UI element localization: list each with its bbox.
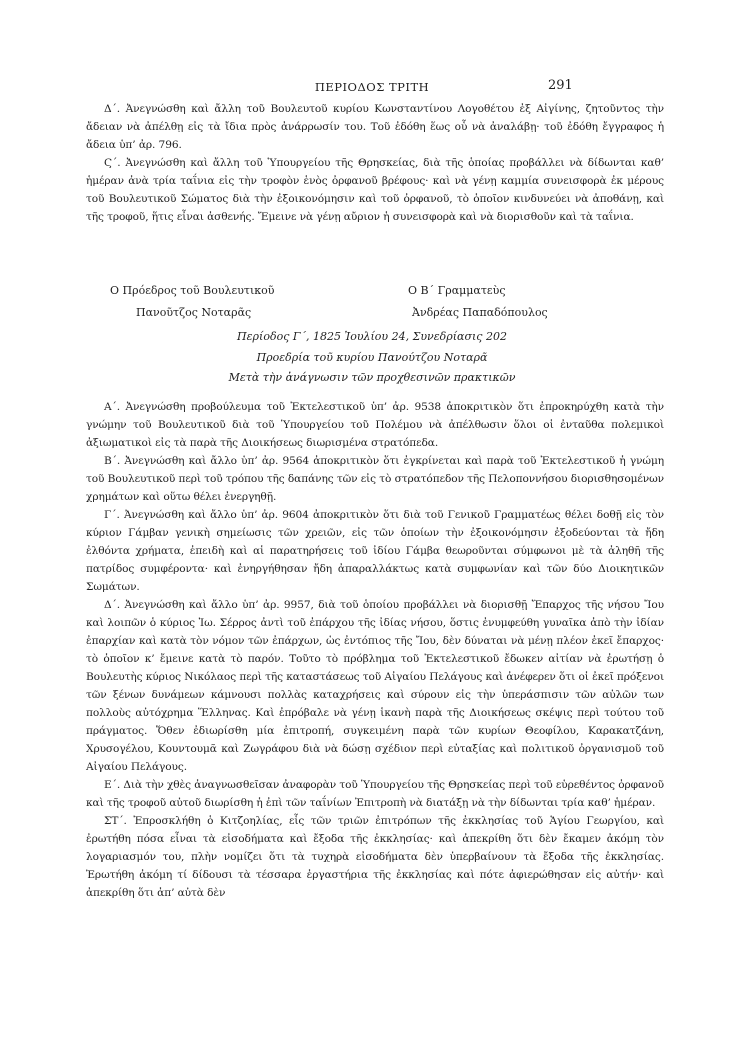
signature-president bbox=[110, 280, 275, 324]
president-name: Πανοῦτζος Νοταρᾶς bbox=[136, 306, 252, 319]
paragraph-stigma-2: ΣΤ΄. Ἐπροσκλήθη ὁ Κιτζοηλίας, εἷς τῶν τριῶν ἐπιτρόπων τῆς ἐκκλησίας τοῦ Ἁγίου Γεωργίου, καὶ ἐρωτήθη πόσα εἶναι τὰ εἰσοδήματα καὶ ἔξοδα τῆς ἐκκλησίας· καὶ ἀπεκρίθη ὅτι δὲν ἔκαμεν ἀκόμη τὸν λογαριασμόν του, πλὴν νομίζει ὅτι τὰ τυχηρὰ εἰσοδήματα δὲν ὑπερβαίνουν τὰ ἔξοδα τῆς ἐκκλησίας. Ἐρωτήθη ἀκόμη τί δίδουσι τὰ τέσσαρα ἐργαστήρια τῆς ἐκκλησίας καὶ πότε ἀφιερώθησαν εἰς αὐτήν· καὶ ἀπεκρίθη ὅτι ἀπ’ αὐτὰ δὲν bbox=[86, 815, 664, 899]
session-preamble: Μετὰ τὴν ἀνάγνωσιν τῶν προχθεσινῶν πρακτικῶν bbox=[228, 371, 516, 384]
president-role: Ο Πρόεδρος τοῦ Βουλευτικοῦ bbox=[110, 284, 275, 297]
paragraph-delta: Δ΄. Ἀνεγνώσθη καὶ ἄλλη τοῦ Βουλευτοῦ κυρίου Κωνσταντίνου Λογοθέτου ἐξ Αἰγίνης, ζητοῦντος τὴν ἄδειαν νὰ ἀπέλθῃ εἰς τὰ ἴδια πρὸς ἀνάρρωσίν του. Τοῦ ἐδόθη ἕως οὗ νὰ ἀναλάβῃ· τοῦ ἐδόθη ἔγγραφος ἡ ἄδεια ὑπ’ ἀρ. 796. bbox=[86, 103, 664, 151]
paragraph-stigma: Ϛ΄. Ἀνεγνώσθη καὶ ἄλλη τοῦ Ὑπουργείου τῆς Θρησκείας, διὰ τῆς ὁποίας προβάλλει νὰ δίδωνται καθ’ ἡμέραν ἀνὰ τρία ταΐνια εἰς τὴν τροφὸν ἑνὸς ὀρφανοῦ βρέφους· καὶ νὰ γένῃ καμμία συνεισφορὰ ἐκ μέρους τοῦ Βουλευτικοῦ Σώματος διὰ τὴν ἐξοικονόμησιν καὶ τοῦ ὀρφανοῦ, τὸ ὁποῖον κινδυνεύει νὰ ἀποθάνῃ, καὶ τῆς τροφοῦ, ἥτις εἶναι ἀσθενής. Ἔμεινε νὰ γένῃ αὔριον ἡ συνεισφορὰ καὶ νὰ διορισθοῦν καὶ τὰ ταΐνια. bbox=[86, 157, 664, 223]
signature-secretary bbox=[408, 280, 548, 324]
main-section bbox=[86, 398, 664, 902]
paragraph-alpha: Α΄. Ἀνεγνώσθη προβούλευμα τοῦ Ἐκτελεστικοῦ ὑπ’ ἀρ. 9538 ἀποκριτικὸν ὅτι ἐπροκηρύχθη κατὰ τὴν γνώμην τοῦ Βουλευτικοῦ διὰ τοῦ Ὑπουργείου τοῦ Πολέμου νὰ ἀπέλθωσιν ὅλοι οἱ ἐνταῦθα πολεμικοὶ ἀξιωματικοὶ εἰς τὰ παρὰ τῆς Διοικήσεως διωρισμένα στρατόπεδα. bbox=[86, 401, 664, 449]
secretary-role: Ο Β΄ Γραμματεὺς bbox=[408, 284, 506, 297]
paragraph-gamma: Γ΄. Ἀνεγνώσθη καὶ ἄλλο ὑπ’ ἀρ. 9604 ἀποκριτικὸν ὅτι διὰ τοῦ Γενικοῦ Γραμματέως θέλει δοθῇ εἰς τὸν κύριον Γάμβαν γενικὴ σημείωσις τῶν χρειῶν, εἰς τῶν ὁποίων τὴν ἐξοικονόμησιν ἐξοδεύονται τὰ ἤδη ἐλθόντα χρήματα, ἐπειδὴ καὶ αἱ παρατηρήσεις τοῦ ἰδίου Γάμβα θεωροῦνται σύμφωνοι μὲ τὰ ἀληθῆ τῆς πατρίδος συμφέροντα· καὶ ἐνηργήθησαν ἤδη ἀπαραλλάκτως κατὰ συμφωνίαν καὶ τῶν δύο Διοικητικῶν Σωμάτων. bbox=[86, 509, 664, 593]
page-number: 291 bbox=[548, 78, 573, 93]
paragraph-delta-2: Δ΄. Ἀνεγνώσθη καὶ ἄλλο ὑπ’ ἀρ. 9957, διὰ τοῦ ὁποίου προβάλλει νὰ διορισθῇ Ἔπαρχος τῆς νήσου Ἴου καὶ λοιπῶν ὁ κύριος Ἰω. Σέρρος ἀντὶ τοῦ ἐπάρχου τῆς ἰδίας νήσου, ὅστις ἐνυμφεύθη γυναῖκα ἀπὸ τὴν ἰδίαν ἐπαρχίαν καὶ κατὰ τὸν νόμον τῶν ἐπάρχων, ὡς ἐντόπιος τῆς Ἴου, δὲν δύναται νὰ μένῃ πλέον ἐκεῖ ἔπαρχος· τὸ ὁποῖον κ’ ἔμεινε κατὰ τὸ παρόν. Τοῦτο τὸ πρόβλημα τοῦ Ἐκτελεστικοῦ ἔδωκεν αἰτίαν νὰ ἐρωτήσῃ ὁ Βουλευτὴς κύριος Νικόλαος περὶ τῆς καταστάσεως τοῦ Αἰγαίου Πελάγους καὶ ἀνέφερεν ὅτι οἱ ἐκεῖ πρόξενοι τῶν ξένων δυνάμεων κάμνουσι πολλὰς καταχρήσεις καὶ σύρουν εἰς τὴν ὑπεράσπισιν τῶν αὐλῶν των πολλοὺς αὐτόχρημα Ἕλληνας. Καὶ ἐπρόβαλε νὰ γένῃ ἱκανὴ παρὰ τῆς Διοικήσεως σκέψις περὶ τούτου τοῦ πράγματος. Ὅθεν ἐδιωρίσθη μία ἐπιτροπή, συγκειμένη παρὰ τῶν κυρίων Θεοφίλου, Καρακατζάνη, Χρυσογέλου, Κουντουμᾶ καὶ Ζωγράφου διὰ νὰ δώσῃ σχέδιον περὶ εὐταξίας καὶ πολιτικοῦ ὀργανισμοῦ τοῦ Αἰγαίου Πελάγους. bbox=[86, 599, 664, 773]
paragraph-beta: Β΄. Ἀνεγνώσθη καὶ ἄλλο ὑπ’ ἀρ. 9564 ἀποκριτικὸν ὅτι ἐγκρίνεται καὶ παρὰ τοῦ Ἐκτελεστικοῦ ἡ γνώμη τοῦ Βουλευτικοῦ περὶ τοῦ τρόπου τῆς δαπάνης τῶν εἰς τὸ στρατόπεδον τῆς Πελοποννήσου διορισθησομένων χρημάτων καὶ οὕτω θέλει ἐνεργηθῇ. bbox=[86, 455, 664, 503]
paragraph-epsilon: Ε΄. Διὰ τὴν χθὲς ἀναγνωσθεῖσαν ἀναφορὰν τοῦ Ὑπουργείου τῆς Θρησκείας περὶ τοῦ εὑρεθέντος ὀρφανοῦ καὶ τῆς τροφοῦ αὐτοῦ διωρίσθη ἡ ἐπὶ τῶν ταΐνίων Ἐπιτροπὴ νὰ διατάξῃ νὰ τὴν δίδωνται τρία καθ’ ἡμέραν. bbox=[86, 779, 664, 809]
session-heading: Περίοδος Γ΄, 1825 Ἰουλίου 24, Συνεδρίασις 202 bbox=[237, 330, 507, 343]
session-presidency: Προεδρία τοῦ κυρίου Πανούτζου Νοταρᾶ bbox=[256, 351, 488, 364]
secretary-name: Ἀνδρέας Παπαδόπουλος bbox=[412, 306, 548, 319]
running-title: ΠΕΡΙΟΔΟΣ ΤΡΙΤΗ bbox=[314, 80, 430, 94]
top-section bbox=[86, 100, 664, 226]
